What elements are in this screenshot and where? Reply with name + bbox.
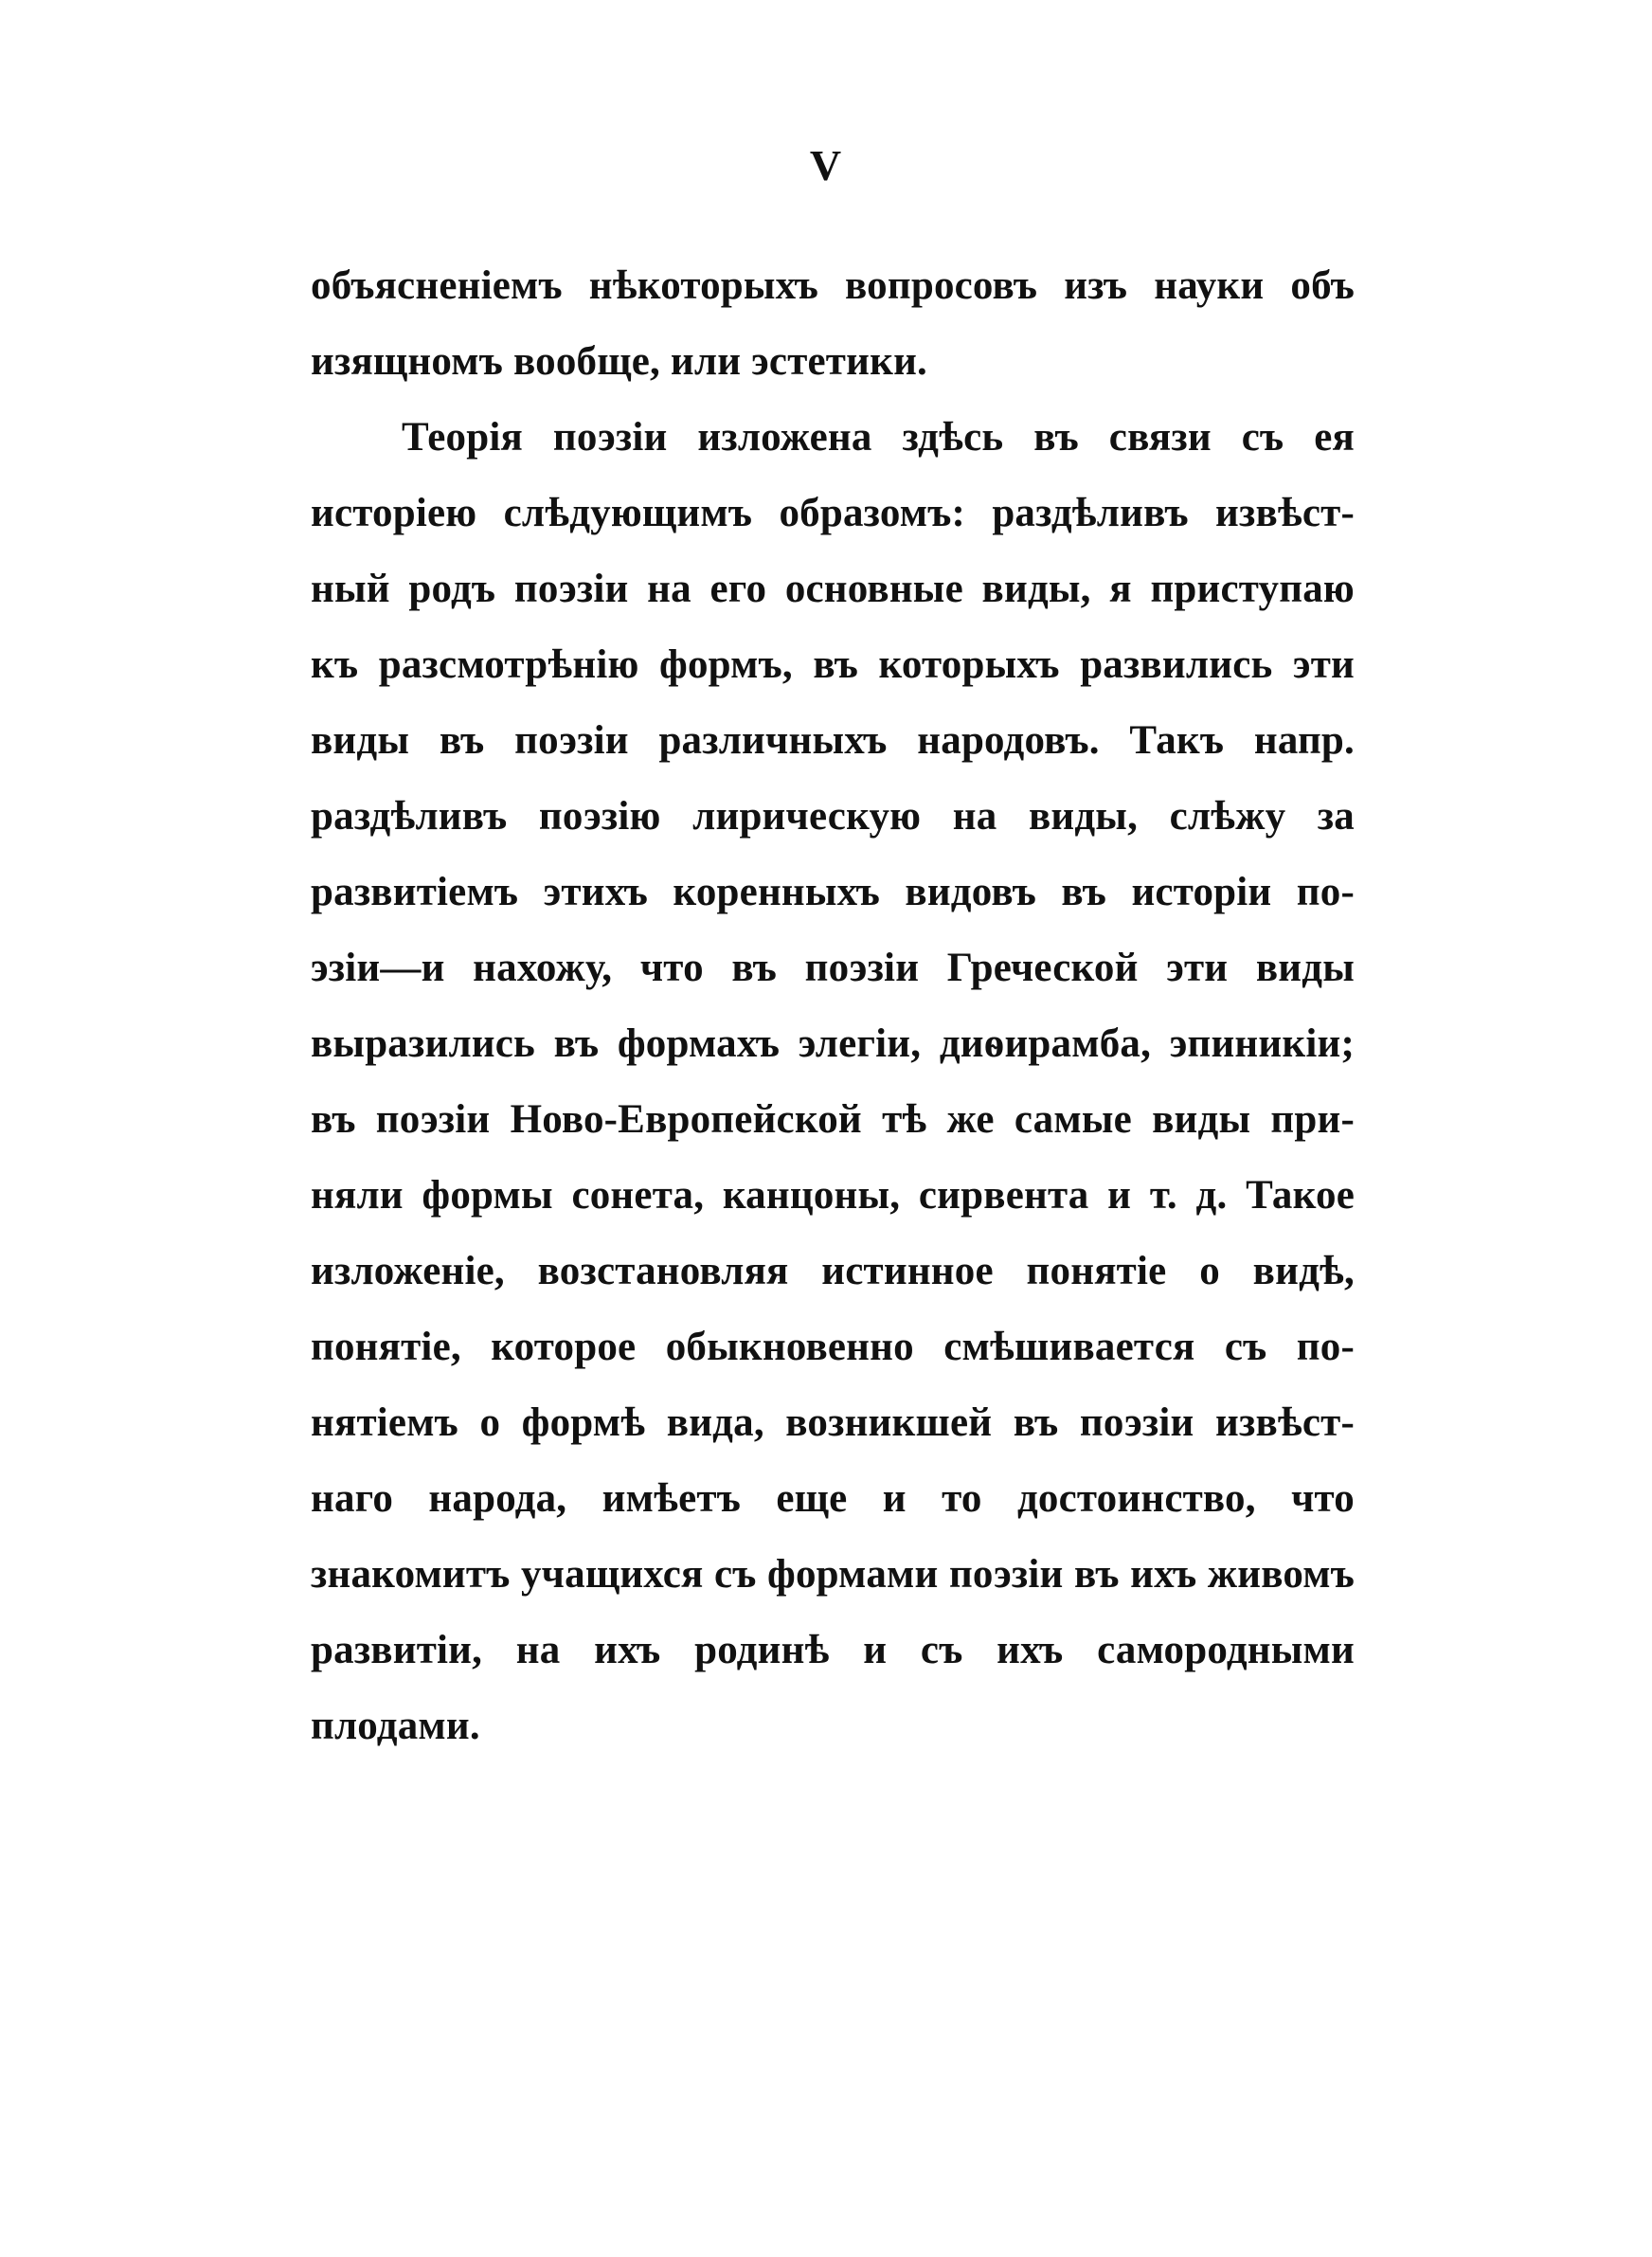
body-text (311, 248, 1355, 1764)
text-line: знакомитъ учащихся съ формами поэзіи въ ихъ живомъ (311, 1552, 1355, 1597)
paragraph-start-line: Теорія поэзіи изложена здѣсь въ связи съ ея (402, 415, 1355, 460)
text-line: исторіею слѣдующимъ образомъ: раздѣливъ извѣст- (311, 491, 1355, 535)
text-line: понятіе, которое обыкновенно смѣшивается съ по- (311, 1325, 1355, 1369)
text-line: няли формы сонета, канцоны, сирвента и т. д. Такое (311, 1173, 1355, 1218)
text-line: развитіи, на ихъ родинѣ и съ ихъ самородными (311, 1628, 1355, 1672)
text-line: нятіемъ о формѣ вида, возникшей въ поэзіи извѣст- (311, 1400, 1355, 1445)
text-line: изложеніе, возстановляя истинное понятіе о видѣ, (311, 1249, 1355, 1293)
text-line: ный родъ поэзіи на его основные виды, я приступаю (311, 567, 1355, 611)
page-number: V (809, 141, 843, 190)
text-line: виды въ поэзіи различныхъ народовъ. Такъ напр. (311, 718, 1355, 763)
text-line: въ поэзіи Ново-Европейской тѣ же самые виды при- (311, 1097, 1355, 1142)
text-line: изящномъ вообще, или эстетики. (311, 339, 927, 384)
text-line: наго народа, имѣетъ еще и то достоинство, что (311, 1476, 1355, 1521)
text-line: развитіемъ этихъ коренныхъ видовъ въ исторіи по- (311, 870, 1355, 914)
text-line: выразились въ формахъ элегіи, диѳирамба, эпиникіи; (311, 1021, 1355, 1066)
text-line: плодами. (311, 1704, 480, 1748)
text-line: эзіи—и нахожу, что въ поэзіи Греческой эти виды (311, 946, 1355, 990)
text-line: раздѣливъ поэзію лирическую на виды, слѣжу за (311, 794, 1355, 839)
text-line: къ разсмотрѣнію формъ, въ которыхъ развились эти (311, 642, 1355, 687)
text-line: объясненіемъ нѣкоторыхъ вопросовъ изъ науки объ (311, 263, 1355, 308)
